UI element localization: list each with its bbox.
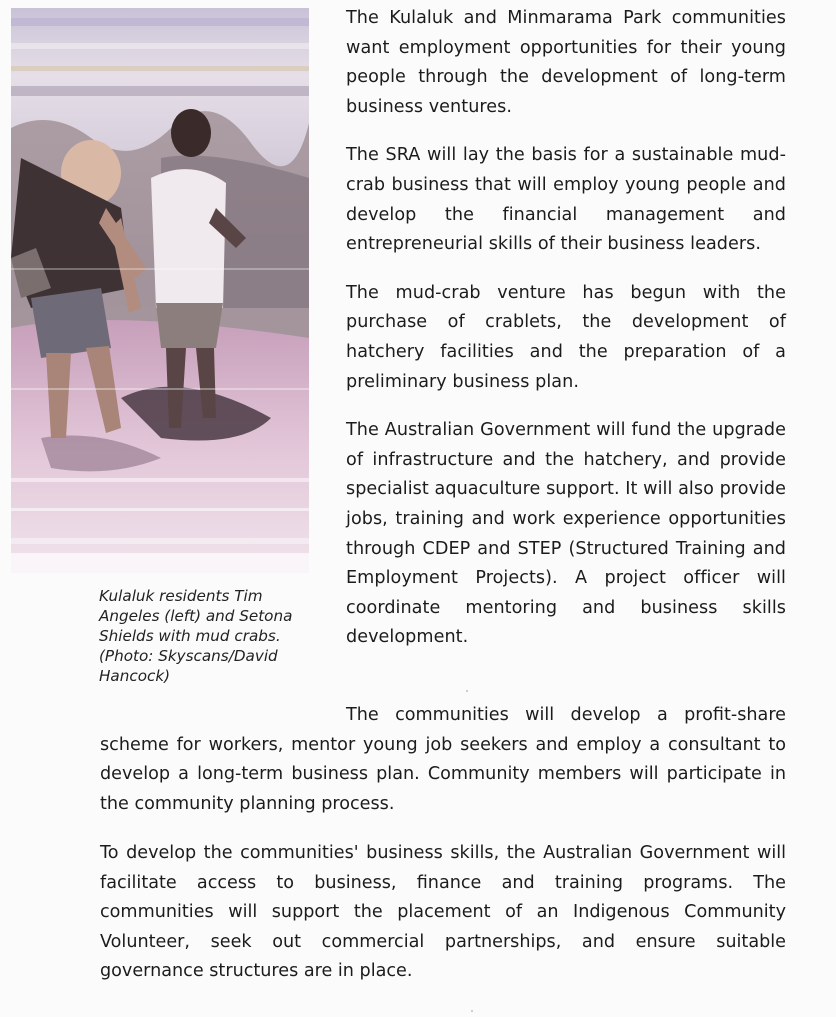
- paragraph-6: To develop the communities' business skills, the Australian Government will facilitate access to business, finance and training programs. The communities will support the placement of an Indigenous Community Volunteer, seek out commercial partnerships, and ensure suitable governance structures are in place.: [100, 843, 786, 982]
- scan-speck: [471, 1010, 473, 1012]
- photo-image: [11, 8, 309, 573]
- right-column: [346, 4, 786, 672]
- paragraph-3: The mud-crab venture has begun with the purchase of crablets, the development of hatchery facilities and the preparation of a preliminary business plan.: [346, 282, 786, 392]
- paragraph-5: The communities will develop a profit-share scheme for workers, mentor young job seekers and employ a consultant to develop a long-term business plan. Community members will participate in the community planning process.: [100, 705, 786, 814]
- paragraph-2: The SRA will lay the basis for a sustainable mud-crab business that will employ young people and develop the financial management and entrepreneurial skills of their business leaders.: [346, 145, 786, 255]
- photo-caption: Kulaluk residents Tim Angeles (left) and Setona Shields with mud crabs. (Photo: Skyscans/David Hancock): [99, 587, 293, 685]
- photo-mud-crab-residents: [11, 8, 309, 573]
- paragraph-1: The Kulaluk and Minmarama Park communities want employment opportunities for their young people through the development of long-term business ventures.: [346, 8, 786, 117]
- paragraph-4: The Australian Government will fund the upgrade of infrastructure and the hatchery, and provide specialist aquaculture support. It will also provide jobs, training and work experience opportunities through CDEP and STEP (Structured Training and Employment Projects). A project officer will coordinate mentoring and business skills development.: [346, 420, 786, 648]
- scan-speck: [466, 690, 468, 692]
